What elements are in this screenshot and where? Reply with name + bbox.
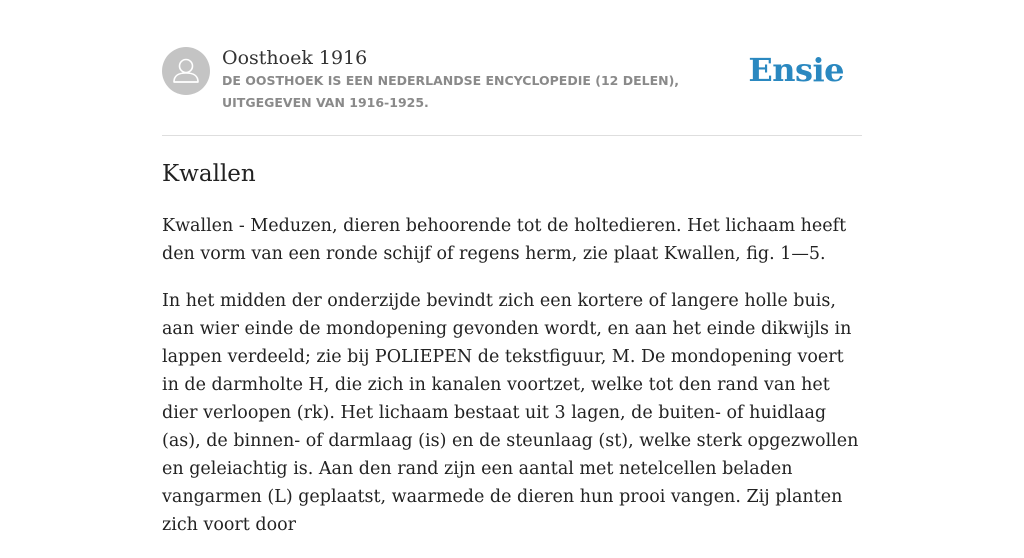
article-page bbox=[162, 0, 862, 535]
entry-title: Kwallen bbox=[162, 161, 256, 187]
source-description: DE OOSTHOEK IS EEN NEDERLANDSE ENCYCLOPEDIE (12 DELEN), UITGEGEVEN VAN 1916-1925. bbox=[222, 73, 680, 110]
header-divider bbox=[162, 135, 862, 136]
source-title[interactable]: Oosthoek 1916 bbox=[222, 47, 368, 69]
user-avatar-icon[interactable] bbox=[162, 47, 210, 95]
ensie-logo-link[interactable]: Ensie bbox=[748, 51, 844, 89]
entry-paragraph: Kwallen - Meduzen, dieren behoorende tot de holtedieren. Het lichaam heeft den vorm van een ronde schijf of regens herm, zie plaat Kwallen, fig. 1—5. bbox=[162, 216, 847, 264]
source-info bbox=[222, 46, 762, 114]
source-header bbox=[162, 46, 862, 126]
entry-body bbox=[162, 212, 862, 558]
entry-paragraph: In het midden der onderzijde bevindt zich een kortere of langere holle buis, aan wier einde de mondopening gevonden wordt, en aan het einde dikwijls in lappen verdeeld; zie bij POLIEPEN de tekstfiguur, M. De mondopening voert in de darmholte H, die zich in kanalen voortzet, welke tot den rand van het dier verloopen (rk). Het lichaam bestaat uit 3 lagen, de buiten- of huidlaag (as), de binnen- of darmlaag (is) en de steunlaag (st), welke sterk opgezwollen en geleiachtig is. Aan den rand zijn een aantal met netelcellen beladen vangarmen (L) geplaatst, waarmede de dieren hun prooi vangen. Zij planten zich voort door bbox=[162, 291, 859, 535]
